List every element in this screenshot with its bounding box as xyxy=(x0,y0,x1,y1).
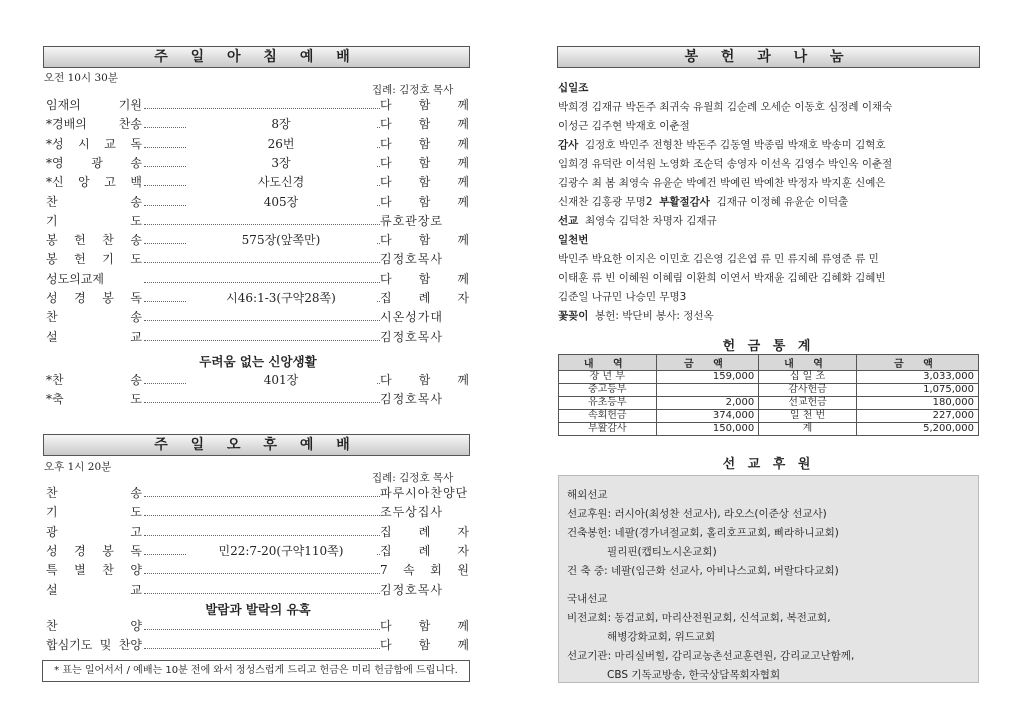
order-row xyxy=(46,193,470,212)
order-label: 설 교 xyxy=(46,329,142,344)
stats-amount: 227,000 xyxy=(856,410,978,423)
order-row xyxy=(46,484,470,503)
leader-dots xyxy=(144,629,380,630)
order-label: *경배의 찬송 xyxy=(46,117,142,132)
afternoon-time: 오후 1시 20분 xyxy=(44,461,112,473)
stats-item: 일 천 번 xyxy=(759,410,857,423)
order-leader: 다 함 께 xyxy=(380,617,470,636)
order-detail: 3장 xyxy=(186,154,376,173)
order-label: *성 시 교 독 xyxy=(46,136,142,151)
thanks-names-4: 신재찬 김홍광 무명2 xyxy=(558,196,653,208)
order-leader: 다 함 께 xyxy=(380,173,470,192)
stats-row xyxy=(559,397,979,410)
stats-table xyxy=(558,354,979,436)
leader-dots xyxy=(144,515,380,516)
support-line: 해외선교 xyxy=(567,489,608,501)
leader-dots xyxy=(144,402,380,403)
once-heading: 일천번 xyxy=(558,234,589,246)
easter-heading: 부활절감사 xyxy=(659,196,710,208)
order-leader: 김정호목사 xyxy=(380,390,470,409)
support-line: 국내선교 xyxy=(567,593,608,605)
order-label: 기 도 xyxy=(46,505,142,520)
stats-item: 장 년 부 xyxy=(559,371,657,384)
order-label: 찬 송 xyxy=(46,486,142,500)
easter-names: 김재규 이정혜 유윤순 이덕출 xyxy=(716,196,849,208)
stats-item: 감사헌금 xyxy=(759,384,857,397)
order-label: 기 도 xyxy=(46,213,142,228)
thanks-names-3: 김광수 최 봄 최영숙 유윤순 박예건 박예린 박예찬 박정자 박지훈 신예은 xyxy=(558,177,886,189)
stats-item: 유초등부 xyxy=(559,397,657,410)
order-label: 봉 헌 기 도 xyxy=(46,252,142,267)
support-line: 선교기관: 마리실버힐, 감리교농촌선교훈련원, 감리교고난함께, xyxy=(567,650,855,662)
order-row xyxy=(46,617,470,636)
order-leader: 다 함 께 xyxy=(380,270,470,289)
order-leader: 집 례 자 xyxy=(380,523,470,542)
morning-sermon-title: 두려움 없는 신앙생활 xyxy=(199,354,317,369)
mission-heading: 선교 xyxy=(558,215,579,227)
order-row xyxy=(46,636,470,655)
support-line: 필리핀(캡티노시온교회) xyxy=(567,546,717,558)
support-line: CBS 기독교방송, 한국상담목회자협회 xyxy=(567,669,781,681)
thanks-names-1: 김정호 박민주 전형찬 박돈주 김동열 박종림 박재호 박송미 김혁호 xyxy=(584,139,886,151)
morning-time: 오전 10시 30분 xyxy=(44,72,118,84)
order-label: 찬 양 xyxy=(46,619,142,633)
stats-amount: 2,000 xyxy=(656,397,759,410)
order-leader: 다 함 께 xyxy=(380,135,470,154)
support-line: 선교후원: 러시아(최성찬 선교사), 라오스(이준상 선교사) xyxy=(567,508,827,520)
order-label: 봉 헌 찬 송 xyxy=(46,233,142,248)
support-line: 건 축 중: 네팔(임근화 선교사, 아비나스교회, 버랄다다교회) xyxy=(567,565,839,577)
offering-title: 봉 헌 과 나 눔 xyxy=(557,46,980,68)
stats-header: 내 역 xyxy=(759,355,857,371)
stats-item: 계 xyxy=(759,423,857,436)
order-detail: 시46:1-3(구약28쪽) xyxy=(186,289,376,308)
order-row xyxy=(46,250,470,269)
stats-row xyxy=(559,410,979,423)
stats-amount: 159,000 xyxy=(656,371,759,384)
stats-header: 내 역 xyxy=(559,355,657,371)
order-detail: 민22:7-20(구약110쪽) xyxy=(186,542,376,561)
order-leader: 다 함 께 xyxy=(380,231,470,250)
order-leader: 시온성가대 xyxy=(380,308,470,327)
order-row xyxy=(46,212,470,231)
order-label: 찬 송 xyxy=(46,310,142,325)
order-row xyxy=(46,308,470,327)
order-leader: 조두상집사 xyxy=(380,503,470,522)
order-label: 성 경 봉 독 xyxy=(46,291,142,305)
order-label: 성도의교제 xyxy=(46,271,104,286)
leader-dots xyxy=(144,648,380,649)
afternoon-officiant: 집례: 김정호 목사 xyxy=(372,472,454,484)
order-label: 합심기도 및 찬양 xyxy=(46,638,142,653)
order-row xyxy=(46,542,470,561)
once-names-3: 김준일 나규민 나승민 무명3 xyxy=(558,291,687,303)
order-leader: 집 례 자 xyxy=(380,289,470,308)
order-row xyxy=(46,503,470,522)
thanks-names-2: 임희경 유덕란 이석원 노영화 조순덕 송영자 이선옥 김영수 박인옥 이춘절 xyxy=(558,158,893,170)
order-row xyxy=(46,328,470,347)
order-leader: 다 함 께 xyxy=(380,115,470,134)
order-label: *축 도 xyxy=(46,392,142,407)
stats-item: 속회헌금 xyxy=(559,410,657,423)
order-row xyxy=(46,154,470,173)
order-row xyxy=(46,115,470,134)
stats-row xyxy=(559,384,979,397)
order-detail: 26번 xyxy=(186,135,376,154)
tithe-heading: 십일조 xyxy=(558,82,589,94)
stats-amount: 150,000 xyxy=(656,423,759,436)
support-line: 비전교회: 동검교회, 마리산전원교회, 신석교회, 복전교회, xyxy=(567,612,831,624)
order-label: 임재의 기원 xyxy=(46,98,142,112)
once-names-1: 박민주 박요한 이지은 이민호 김은영 김은엽 류 민 류지혜 류영준 류 민 xyxy=(558,253,879,265)
order-leader: 집 례 자 xyxy=(380,542,470,561)
order-label: 성 경 봉 독 xyxy=(46,543,142,558)
order-row xyxy=(46,231,470,250)
order-leader: 류호관장로 xyxy=(380,212,470,231)
order-leader: 김정호목사 xyxy=(380,328,470,347)
flower-heading: 꽃꽂이 xyxy=(558,310,589,322)
stats-item: 십 일 조 xyxy=(759,371,857,384)
leader-dots xyxy=(144,535,380,536)
stats-row xyxy=(559,371,979,384)
flower-text: 봉헌: 박단비 봉사: 정선옥 xyxy=(595,310,714,322)
order-detail: 401장 xyxy=(186,371,376,390)
order-label: *영 광 송 xyxy=(46,155,142,170)
order-row xyxy=(46,173,470,192)
stats-amount: 3,033,000 xyxy=(856,371,978,384)
support-line: 해병강화교회, 위드교회 xyxy=(567,631,716,643)
order-row xyxy=(46,289,470,308)
stats-amount xyxy=(656,384,759,397)
order-row xyxy=(46,135,470,154)
stats-amount: 374,000 xyxy=(656,410,759,423)
offering-list xyxy=(558,79,980,326)
order-row xyxy=(46,581,470,600)
tithe-names-2: 이성근 김주현 박재호 이춘절 xyxy=(558,120,690,132)
support-line: 건축봉헌: 네팔(경가녀절교회, 홀리호프교회, 삐라하니교회) xyxy=(567,527,839,539)
order-detail: 405장 xyxy=(186,193,376,212)
afternoon-title: 주 일 오 후 예 배 xyxy=(43,434,470,456)
leader-dots xyxy=(144,496,380,497)
afternoon-sermon-title: 발람과 발락의 유혹 xyxy=(205,602,311,617)
order-detail: 575장(앞쪽만) xyxy=(186,231,376,250)
stats-header: 금 액 xyxy=(856,355,978,371)
order-row xyxy=(46,523,470,542)
order-leader: 다 함 께 xyxy=(380,193,470,212)
stats-item: 부활감사 xyxy=(559,423,657,436)
stats-amount: 5,200,000 xyxy=(856,423,978,436)
morning-title: 주 일 아 침 예 배 xyxy=(43,46,470,68)
order-leader: 7 속 회 원 xyxy=(380,561,470,580)
stats-amount: 1,075,000 xyxy=(856,384,978,397)
leader-dots xyxy=(144,282,380,283)
order-leader: 다 함 께 xyxy=(380,96,470,115)
stats-header: 금 액 xyxy=(656,355,759,371)
thanks-heading: 감사 xyxy=(558,139,579,151)
leader-dots xyxy=(144,224,380,225)
order-leader: 다 함 께 xyxy=(380,371,470,390)
stats-title: 헌 금 통 계 xyxy=(722,339,815,354)
leader-dots xyxy=(144,262,380,263)
stats-item: 선교헌금 xyxy=(759,397,857,410)
leader-dots xyxy=(144,320,380,321)
order-label: 광 고 xyxy=(46,524,142,539)
worship-note: * 표는 일어서서 / 예배는 10분 전에 와서 정성스럽게 드리고 헌금은 미리 헌금함에 드립니다. xyxy=(42,660,470,682)
order-leader: 김정호목사 xyxy=(380,581,470,600)
order-label: *신 앙 고 백 xyxy=(46,175,142,190)
stats-item: 중고등부 xyxy=(559,384,657,397)
support-title: 선 교 후 원 xyxy=(722,457,815,472)
order-row xyxy=(46,371,470,390)
order-label: 찬 송 xyxy=(46,194,142,209)
order-detail: 8장 xyxy=(186,115,376,134)
leader-dots xyxy=(144,108,380,109)
order-row xyxy=(46,561,470,580)
order-label: 설 교 xyxy=(46,582,142,597)
morning-officiant: 집례: 김정호 목사 xyxy=(372,84,454,96)
order-label: 특 별 찬 양 xyxy=(46,563,142,578)
order-detail: 사도신경 xyxy=(186,173,376,192)
order-leader: 파루시아찬양단 xyxy=(380,484,470,503)
tithe-names-1: 박희경 김재규 박돈주 최귀숙 유월희 김순례 오세순 이동호 심정례 이채숙 xyxy=(558,101,893,113)
mission-names: 최영숙 김덕찬 차명자 김재규 xyxy=(584,215,717,227)
stats-row xyxy=(559,423,979,436)
order-leader: 다 함 께 xyxy=(380,636,470,655)
order-row xyxy=(46,390,470,409)
leader-dots xyxy=(144,593,380,594)
order-label: *찬 송 xyxy=(46,373,142,387)
support-line xyxy=(567,581,970,590)
once-names-2: 이태훈 류 빈 이혜원 이혜림 이환희 이연서 박재윤 김혜란 김혜화 김혜빈 xyxy=(558,272,886,284)
leader-dots xyxy=(144,340,380,341)
order-row xyxy=(46,96,470,115)
order-leader: 다 함 께 xyxy=(380,154,470,173)
leader-dots xyxy=(144,573,380,574)
support-box xyxy=(558,475,979,683)
order-leader: 김정호목사 xyxy=(380,250,470,269)
stats-amount: 180,000 xyxy=(856,397,978,410)
order-row xyxy=(46,270,470,289)
